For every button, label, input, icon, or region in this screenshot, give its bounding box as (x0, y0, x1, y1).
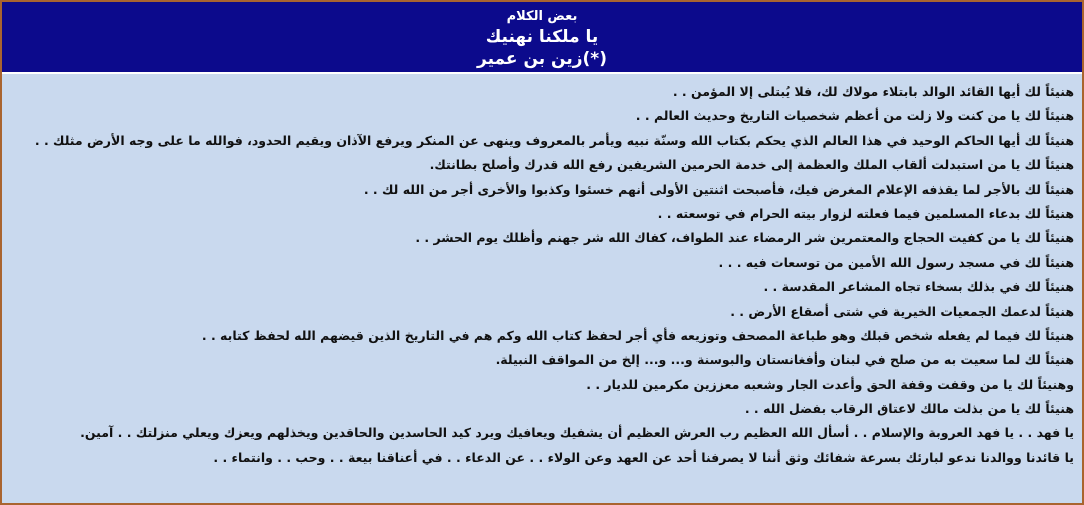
article-line: هنيئاً لك في مسجد رسول الله الأمين من توسعات فيه . . . (718, 254, 1074, 270)
article-line: يا فهد . . يا فهد العروبة والإسلام . . أسأل الله العظيم رب العرش العظيم أن يشفيك ويعافيك ويرد كيد الحاسدين والحاقدين ويخذلهم ويعزك ويعلي منزلتك . . آمين. (80, 425, 1074, 441)
article-line: هنيئاً لك بالأجر لما يقذفه الإعلام المغرض فيك، فأصبحت اثنتين الأولى أنهم خسئوا وكذبوا والأخرى أجر من الله لك . . (363, 181, 1074, 197)
author-name: زين بن عمير(*) (477, 49, 607, 69)
article-body (2, 74, 1082, 470)
article-line: هنيئاً لدعمك الجمعيات الخيرية في شتى أصقاع الأرض . . (730, 303, 1074, 319)
article-line: هنيئاً لك أيها القائد الوالد بابتلاء مولاك لك، فلا يُبتلى إلا المؤمن . . (672, 84, 1074, 99)
article-line: يا قائدنا ووالدنا ندعو لبارئك بسرعة شفائك وثق أننا لا يصرفنا أحد عن العهد وعن الولاء . . عن الدعاء . . في أعناقنا بيعة . . وحب . . وانتماء . . (213, 449, 1074, 465)
content-panel (2, 2, 1082, 503)
article-line: هنيئاً لك يا من كنت ولا زلت من أعظم شخصيات التاريخ وحديث العالم . . (635, 108, 1074, 124)
article-line: وهنيئاً لك يا من وقفت وقفة الحق وأعدت الجار وشعبه معززين مكرمين للديار . . (586, 376, 1074, 392)
article-title: يا ملكنا نهنيك (485, 27, 599, 47)
article-line: هنيئاً لك أيها الحاكم الوحيد في هذا العالم الذي يحكم بكتاب الله وسنّة نبيه ويأمر بالمعروف وينهى عن المنكر ويرفع الآذان ويقيم الحدود، فوالله ما على وجه الأرض مثلك . . (34, 132, 1074, 148)
article-line: هنيئاً لك يا من استبدلت ألقاب الملك والعظمة إلى خدمة الحرمين الشريفين رفع الله قدرك وأصلح بطانتك. (429, 157, 1074, 173)
article-line: هنيئاً لك لما سعيت به من صلح في لبنان وأفغانستان والبوسنة و... و... إلخ من المواقف النبيلة. (495, 352, 1074, 368)
article-line: هنيئاً لك فيما لم يفعله شخص قبلك وهو طباعة المصحف وتوزيعه فأي أجر لحفظ كتاب الله وكم هم في التاريخ الذين قيضهم الله لحفظ كتابه . . (201, 327, 1074, 343)
header-banner (2, 2, 1082, 74)
article-line: هنيئاً لك في بذلك بسخاء تجاه المشاعر المقدسة . . (763, 279, 1074, 295)
article-line: هنيئاً لك يا من بذلت مالك لاعتاق الرقاب بفضل الله . . (744, 401, 1074, 417)
article-line: هنيئاً لك بدعاء المسلمين فيما فعلته لزوار بيته الحرام في توسعته . . (657, 205, 1074, 221)
article-line: هنيئاً لك يا من كفيت الحجاج والمعتمرين شر الرمضاء عند الطواف، كفاك الله شر جهنم وأظلك يوم الحشر . . (415, 230, 1074, 246)
section-title: بعض الكلام (506, 9, 578, 24)
